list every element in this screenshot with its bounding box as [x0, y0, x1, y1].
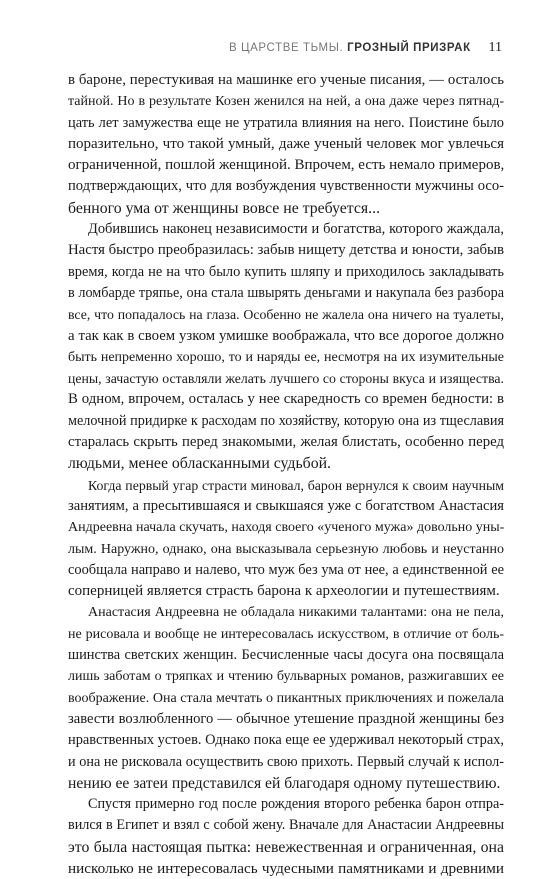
- text-line: цать лет замужества еще не утратила влияния на него. Поистине было: [68, 114, 504, 131]
- text-line: шинства светских женщин. Бесчисленные часы досуга она посвящала: [68, 647, 504, 664]
- text-line: старалась скрыть перед знакомыми, желая блистать, особенно перед: [68, 434, 504, 451]
- text-line: нисколько не интересовалась чудесными памятниками и древними: [68, 859, 504, 877]
- text-line: поразительно, что такой умный, даже ученый человек мог увлечься: [68, 135, 504, 152]
- text-line: все, что попадалось на глаза. Особенно не жалела она ничего на туалеты,: [68, 307, 504, 323]
- text-line: время, когда не на что было купить шляпу и приходилось закладывать: [68, 263, 504, 280]
- text-line: Добившись наконец независимости и богатства, которого жаждала,: [88, 221, 504, 238]
- text-line: в бароне, перестукивая на машинке его ученые писания, — осталось: [68, 72, 504, 88]
- text-line: В одном, впрочем, осталась у нее скаредность со времен бедности: в: [68, 391, 504, 408]
- text-line: это была настоящая пытка: невежественная и ограниченная, она: [68, 838, 504, 856]
- text-line: цены, зачастую оставляли желать лучшего со стороны вкуса и изящества.: [68, 371, 504, 387]
- text-line: в ломбарде тряпье, она стала швырять деньгами и накупала без разбора: [68, 284, 504, 301]
- text-line: а так как в своем узком умишке воображала, что все дорогое должно: [68, 327, 504, 344]
- text-line: лым. Наружно, однако, она высказывала серьезную любовь и неустанно: [68, 541, 504, 557]
- text-line: Настя быстро преобразилась: забыв нищету детства и юности, забыв: [68, 242, 504, 259]
- text-line: соперницей является страсть барона к археологии и путешествиям.: [68, 583, 500, 600]
- text-line: быть непременно хорошо, то и наряды ее, несмотря на их изумительные: [68, 349, 504, 365]
- text-line: Андреевна начала скучать, находя своего «ученого мужа» довольно уны-: [68, 520, 504, 536]
- text-line: Когда первый угар страсти миновал, барон вернулся к своим научным: [88, 477, 504, 493]
- text-line: Спустя примерно год после рождения второго ребенка барон отпра-: [88, 796, 504, 813]
- text-line: и она не рисковала осуществить свою прихоть. Первый случай к испол-: [68, 753, 504, 770]
- text-line: людьми, менее обласканными судьбой.: [68, 455, 332, 473]
- text-line: занятиям, а пресытившаяся и свыкшаяся уже с богатством Анастасия: [68, 497, 504, 514]
- text-line: нравственных устоев. Однако пока еще ее удерживал некоторый страх,: [68, 732, 504, 749]
- page-number: 11: [488, 40, 502, 55]
- text-line: ограниченной, пошлой женщиной. Впрочем, есть немало примеров,: [68, 157, 504, 174]
- text-line: вился в Египет и взял с собой жену. Вначале для Анастасии Андреевны: [68, 817, 504, 834]
- body-text: [68, 70, 504, 879]
- text-line: нению ее затеи представился ей благодаря одному путешествию.: [68, 774, 501, 792]
- text-line: завести возлюбленного — обычное утешение праздной женщины без: [68, 710, 504, 727]
- text-line: подтверждающих, что для возбуждения чувственности мужчины осо-: [68, 178, 504, 195]
- text-line: лишь заботам о тряпках и чтению бульварных романов, разжигавших ее: [68, 669, 504, 685]
- text-line: бенного ума от женщины вовсе не требуется...: [68, 199, 381, 217]
- text-line: воображение. Она стала мечтать о пикантных приключениях и пожелала: [68, 690, 504, 706]
- text-line: не рисовала и вообще не интересовалась искусством, в отличие от боль-: [68, 626, 504, 642]
- text-line: тайной. Но в результате Козен женился на ней, а она даже через пятнад-: [68, 94, 504, 110]
- chapter-title: В ЦАРСТВЕ ТЬМЫ.: [228, 42, 344, 54]
- text-line: сообщала направо и налево, что муж без ума от нее, а единственной ее: [68, 561, 504, 578]
- running-head: [60, 40, 502, 60]
- section-title: ГРОЗНЫЙ ПРИЗРАК: [347, 42, 471, 54]
- text-line: Анастасия Андреевна не обладала никакими талантами: она не пела,: [88, 605, 504, 621]
- text-line: мелочной придирке к расходам по хозяйству, которую она из тщеславия: [68, 412, 504, 429]
